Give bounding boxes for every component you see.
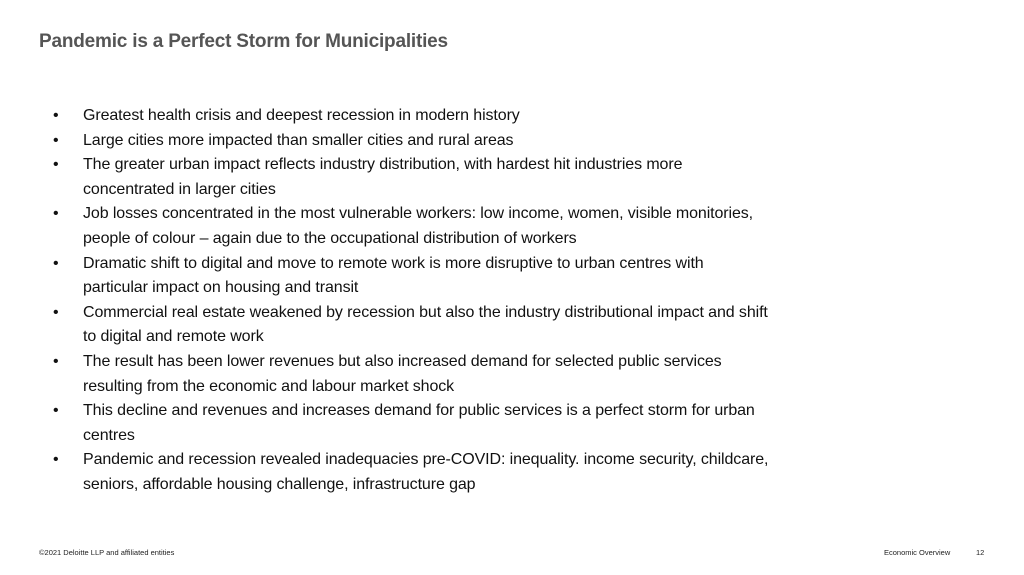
bullet-text: The result has been lower revenues but also increased demand for selected public services resulting from the economic and labour market shock bbox=[83, 352, 722, 395]
bullet-text: Commercial real estate weakened by recession but also the industry distributional impact and shift to digital and remote work bbox=[83, 303, 768, 346]
page-number: 12 bbox=[976, 548, 985, 557]
bullet-icon: • bbox=[53, 352, 59, 370]
bullet-text: The greater urban impact reflects industry distribution, with hardest hit industries more concentrated in larger cities bbox=[83, 156, 683, 198]
bullet-icon: • bbox=[53, 303, 59, 321]
bullet-icon: • bbox=[53, 451, 59, 469]
slide-title: Pandemic is a Perfect Storm for Municipalities bbox=[39, 31, 448, 52]
bullet-icon: • bbox=[53, 107, 59, 124]
bullet-item bbox=[52, 252, 772, 301]
bullet-text: Large cities more impacted than smaller cities and rural areas bbox=[83, 131, 514, 149]
bullet-item bbox=[52, 350, 772, 399]
bullet-text: Pandemic and recession revealed inadequacies pre-COVID: inequality. income security, childcare, seniors, affordable housing challenge, infrastructure gap bbox=[83, 451, 769, 493]
bullet-icon: • bbox=[53, 402, 59, 420]
bullet-text: Greatest health crisis and deepest recession in modern history bbox=[83, 107, 520, 124]
bullet-item bbox=[52, 399, 772, 448]
bullet-icon: • bbox=[53, 156, 59, 174]
bullet-item bbox=[52, 153, 772, 202]
bullet-item bbox=[52, 104, 772, 129]
bullet-item bbox=[52, 129, 772, 154]
bullet-icon: • bbox=[53, 131, 59, 149]
bullet-icon: • bbox=[53, 205, 59, 223]
footer-section-label: Economic Overview bbox=[884, 548, 951, 557]
bullet-item bbox=[52, 202, 772, 251]
bullet-icon: • bbox=[53, 254, 59, 272]
bullet-list bbox=[52, 104, 772, 498]
footer-copyright: ©2021 Deloitte LLP and affiliated entities bbox=[39, 548, 175, 557]
bullet-item bbox=[52, 448, 772, 497]
bullet-text: This decline and revenues and increases demand for public services is a perfect storm for urban centres bbox=[83, 402, 755, 444]
bullet-text: Job losses concentrated in the most vulnerable workers: low income, women, visible monitories, people of colour – again due to the occupational distribution of workers bbox=[83, 205, 754, 247]
bullet-item bbox=[52, 301, 772, 350]
bullet-text: Dramatic shift to digital and move to remote work is more disruptive to urban centres with particular impact on housing and transit bbox=[83, 254, 704, 297]
